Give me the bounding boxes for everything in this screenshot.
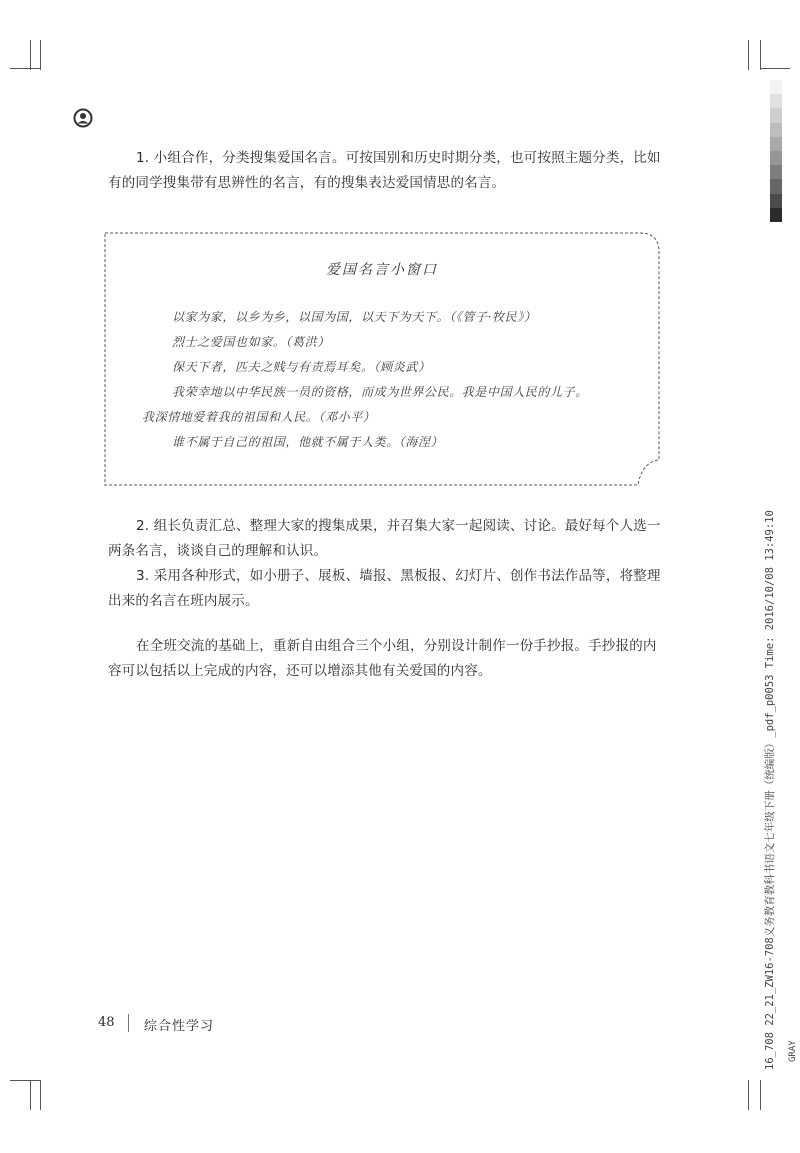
quote-box-title: 爱国名言小窗口	[326, 262, 438, 278]
page-number: 48	[98, 1015, 115, 1030]
paragraph-1-text: 1. 小组合作，分类搜集爱国名言。可按国别和历史时期分类，也可按照主题分类，比如有的同学搜集带有思辨性的名言，有的搜集表达爱国情思的名言。	[108, 150, 661, 191]
quote-item: 以家为家，以乡为乡，以国为国，以天下为天下。（《管子·牧民》）	[172, 310, 537, 324]
side-gray-label: GRAY	[788, 1040, 798, 1062]
paragraph-1	[108, 146, 668, 196]
group-person-icon	[73, 108, 93, 128]
crop-mark	[760, 40, 761, 70]
crop-mark	[40, 1080, 41, 1110]
quote-box	[104, 232, 660, 487]
paragraph-4	[108, 634, 668, 684]
side-print-info: 16_708 22_21_ZW16-708义务教育教科书语文七年级下册（统编版）_pdf_p0053 Time: 2016/10/08 13:49:10	[764, 510, 776, 1070]
quote-item: 谁不属于自己的祖国，他就不属于人类。（海涅）	[172, 435, 444, 449]
paragraph-2-text: 2. 组长负责汇总、整理大家的搜集成果，并召集大家一起阅读、讨论。最好每个人选一两条名言，谈谈自己的理解和认识。	[108, 518, 661, 559]
crop-mark	[760, 68, 790, 69]
crop-mark	[760, 1080, 761, 1110]
footer-divider	[128, 1014, 129, 1032]
quote-item: 烈士之爱国也如家。（葛洪）	[172, 335, 330, 349]
crop-mark	[30, 1080, 31, 1110]
quote-item: 保天下者，匹夫之贱与有责焉耳矣。（顾炎武）	[172, 360, 431, 374]
crop-mark	[30, 40, 31, 70]
crop-mark	[40, 40, 41, 70]
gray-scale-strip	[770, 80, 782, 222]
crop-mark	[748, 40, 749, 70]
paragraph-3	[108, 564, 668, 614]
quote-item: 我深情地爱着我的祖国和人民。（邓小平）	[142, 410, 376, 424]
quote-item: 我荣幸地以中华民族一员的资格，而成为世界公民。我是中国人民的儿子。	[172, 385, 588, 399]
paragraph-3-text: 3. 采用各种形式，如小册子、展板、墙报、黑板报、幻灯片、创作书法作品等，将整理出来的名言在班内展示。	[108, 568, 661, 609]
crop-mark	[10, 68, 40, 69]
paragraph-2	[108, 514, 668, 564]
crop-mark	[10, 1080, 40, 1081]
crop-mark	[748, 1080, 749, 1110]
paragraph-4-text: 在全班交流的基础上，重新自由组合三个小组，分别设计制作一份手抄报。手抄报的内容可以包括以上完成的内容，还可以增添其他有关爱国的内容。	[108, 638, 657, 679]
footer-section-label: 综合性学习	[144, 1019, 215, 1034]
